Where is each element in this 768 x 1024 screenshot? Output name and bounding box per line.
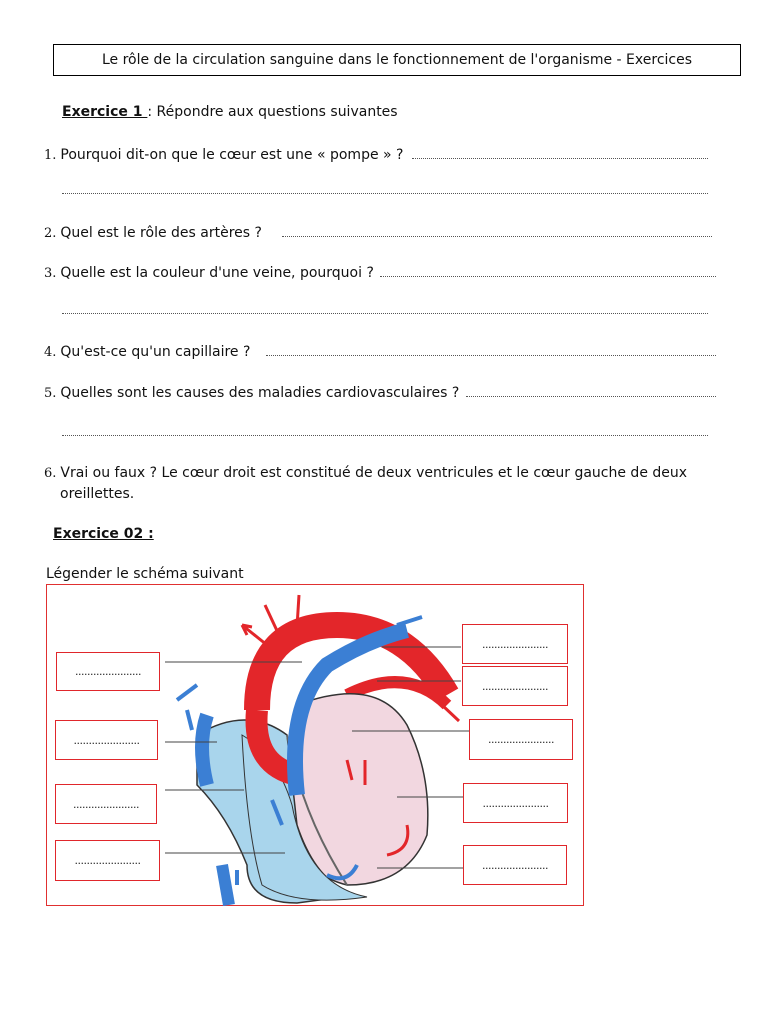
question-text: Quelle est la couleur d'une veine, pourquoi ?	[60, 265, 374, 281]
question-number: 6.	[44, 466, 57, 481]
label-blank: ......................	[73, 733, 140, 747]
question-6	[44, 463, 720, 504]
label-box-2[interactable]	[55, 720, 158, 760]
arrow-icon	[297, 595, 299, 627]
label-box-8[interactable]	[463, 783, 568, 823]
answer-line-5b[interactable]	[62, 435, 708, 436]
label-blank: ......................	[482, 858, 548, 872]
question-3	[44, 263, 374, 284]
arrow-icon	[242, 625, 267, 645]
exercise2-instruction	[46, 564, 244, 584]
superior-vena-cava	[202, 715, 207, 785]
arrow-icon	[397, 617, 422, 625]
label-blank: ......................	[74, 854, 141, 867]
question-number: 2.	[44, 226, 57, 241]
exercise1-instruction: : Répondre aux questions suivantes	[147, 104, 398, 120]
question-number: 5.	[44, 386, 57, 401]
page-title-text: Le rôle de la circulation sanguine dans le fonctionnement de l'organisme - Exercices	[101, 52, 693, 68]
label-box-6[interactable]	[462, 666, 568, 706]
arrow-icon	[265, 605, 279, 635]
question-text: Quelles sont les causes des maladies cardiovasculaires ?	[60, 385, 460, 401]
label-box-5[interactable]	[462, 624, 568, 664]
answer-line-3a[interactable]	[380, 276, 716, 277]
label-box-3[interactable]	[55, 784, 157, 824]
answer-line-2[interactable]	[282, 236, 712, 237]
question-text: Pourquoi dit-on que le cœur est une « pompe » ?	[60, 147, 404, 163]
question-text: Vrai ou faux ? Le cœur droit est constitué de deux ventricules et le cœur gauche de deux oreillettes.	[60, 465, 688, 502]
label-blank: ......................	[75, 665, 141, 678]
answer-line-4[interactable]	[266, 355, 716, 356]
arrow-icon	[177, 685, 197, 700]
question-number: 1.	[44, 148, 57, 163]
arrow-icon	[442, 705, 459, 721]
question-1	[44, 145, 403, 166]
arrow-icon	[187, 710, 192, 730]
question-5	[44, 383, 459, 404]
question-number: 3.	[44, 266, 57, 281]
exercise2-instruction-text: Légender le schéma suivant	[46, 566, 244, 582]
answer-line-5a[interactable]	[466, 396, 716, 397]
label-blank: ......................	[488, 733, 554, 746]
label-box-9[interactable]	[463, 845, 567, 885]
answer-line-1b[interactable]	[62, 193, 708, 194]
exercise1-title: Exercice 1	[62, 104, 148, 120]
question-4	[44, 342, 250, 363]
inferior-vena-cava	[222, 865, 229, 905]
answer-line-1a[interactable]	[412, 158, 708, 159]
exercise1-heading	[62, 104, 398, 120]
label-blank: ......................	[482, 637, 548, 651]
exercise2-heading	[53, 526, 154, 542]
label-box-4[interactable]	[55, 840, 160, 881]
label-box-7[interactable]	[469, 719, 573, 760]
exercise2-title: Exercice 02 :	[53, 526, 154, 542]
question-text: Qu'est-ce qu'un capillaire ?	[60, 344, 251, 360]
label-blank: ......................	[73, 797, 139, 811]
label-box-1[interactable]	[56, 652, 160, 691]
label-blank: ......................	[482, 796, 549, 810]
question-number: 4.	[44, 345, 57, 360]
question-2	[44, 223, 262, 244]
answer-line-3b[interactable]	[62, 313, 708, 314]
question-text: Quel est le rôle des artères ?	[60, 225, 262, 241]
page-title	[53, 44, 741, 76]
label-blank: ......................	[482, 679, 548, 693]
